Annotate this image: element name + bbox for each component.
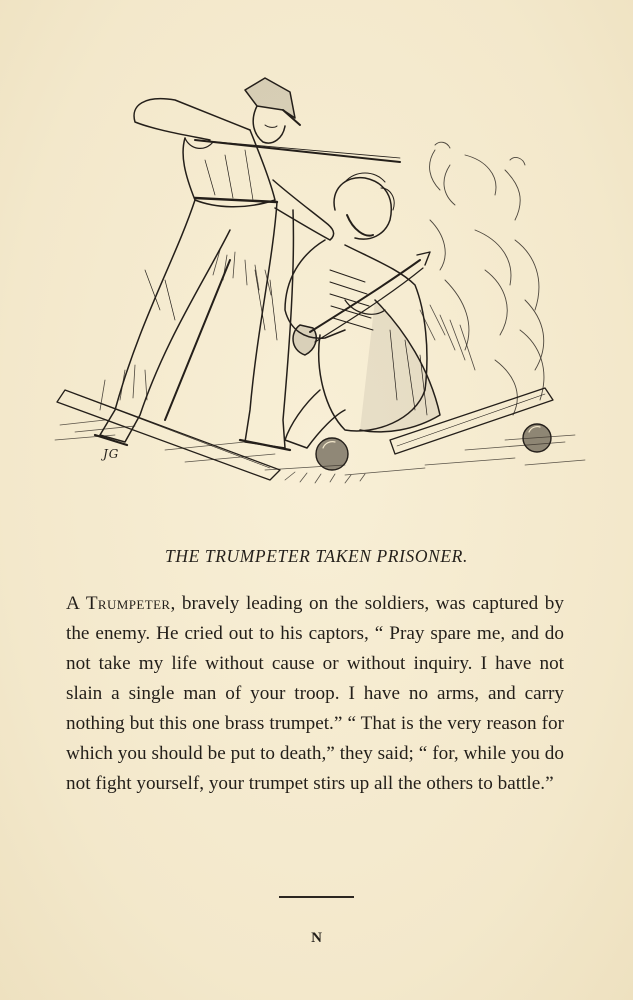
- engraving-illustration: [45, 70, 590, 495]
- section-rule: [279, 896, 354, 898]
- drop-opening-words: A Trumpeter: [66, 593, 171, 614]
- printer-signature-mark: N: [311, 930, 322, 946]
- fable-paragraph: [66, 589, 564, 799]
- illustration-caption: THE TRUMPETER TAKEN PRISONER.: [165, 546, 468, 566]
- illustrator-signature: JG: [103, 447, 120, 461]
- fable-text: , bravely leading on the soldiers, was captured by the enemy. He cried out to his captors, “ Pray spare me, and do not take my life without cause or without inquiry. I have not slain a single man of your troop. I have no arms, and carry nothing but this one brass trumpet.” “ That is the very reason for which you should be put to death,” they said; “ for, while you do not fight yourself, your trumpet stirs up all the others to battle.”: [66, 593, 564, 794]
